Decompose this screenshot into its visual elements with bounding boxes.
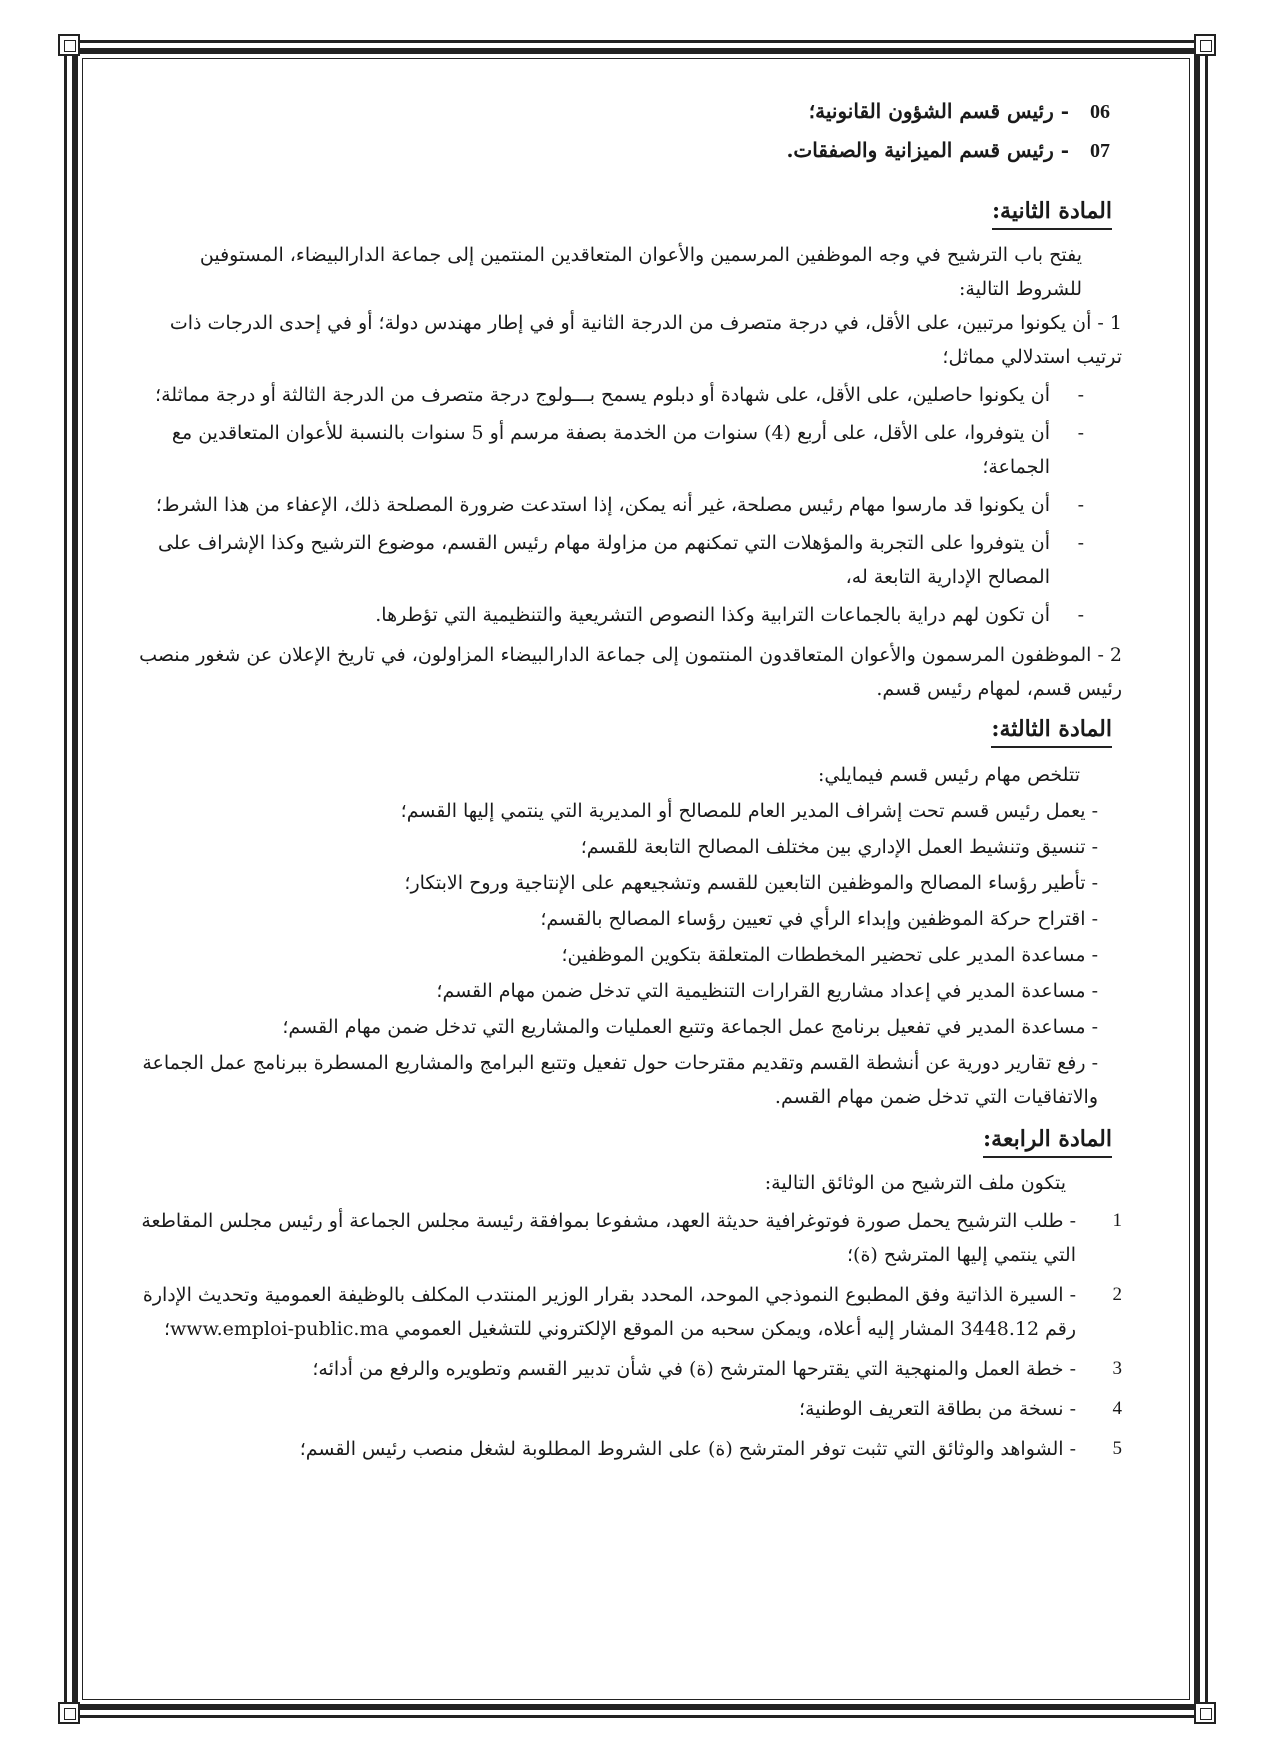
list-item <box>132 92 1110 131</box>
list-item: - اقتراح حركة الموظفين وإبداء الرأي في تعيين رؤساء المصالح بالقسم؛ <box>540 908 1098 930</box>
item-number: 2 <box>1112 1284 1122 1305</box>
list-item <box>132 1204 1122 1272</box>
list-item: - أن يتوفروا، على الأقل، على أربع (4) سنوات من الخدمة بصفة مرسم أو 5 سنوات بالنسبة للأعوان المتعاقدين مع الجماعة؛ <box>132 416 1084 484</box>
item-text: - نسخة من بطاقة التعريف الوطنية؛ <box>799 1398 1076 1420</box>
condition-1: 1 - أن يكونوا مرتبين، على الأقل، في درجة متصرف من الدرجة الثانية أو في إطار مهندس دولة؛ أو في إحدى الدرجات ذات ترتيب استدلالي مماثل؛ <box>169 312 1122 368</box>
document-body <box>132 92 1122 1472</box>
article-3-heading: المادة الثالثة: <box>991 712 1112 748</box>
list-item <box>132 1432 1122 1466</box>
item-text: - رئيس قسم الشؤون القانونية؛ <box>808 99 1070 123</box>
item-text: - خطة العمل والمنهجية التي يقترحها المترشح (ة) في شأن تدبير القسم وتطويره والرفع من أدائه؛ <box>312 1358 1076 1380</box>
list-item <box>132 1278 1122 1346</box>
list-item <box>132 131 1110 170</box>
article-4-list <box>132 1204 1122 1466</box>
item-text: - رئيس قسم الميزانية والصفقات. <box>786 138 1070 162</box>
list-item: - أن يتوفروا على التجربة والمؤهلات التي تمكنهم من مزاولة مهام رئيس القسم، موضوع الترشيح وكذا الإشراف على المصالح الإدارية التابعة له، <box>132 526 1084 594</box>
item-number: 3 <box>1112 1358 1122 1379</box>
article-2-heading: المادة الثانية: <box>992 194 1112 230</box>
frame-corner-ornament <box>1194 1702 1216 1724</box>
list-item: - أن يكونوا حاصلين، على الأقل، على شهادة أو دبلوم يسمح بـــولوج درجة متصرف من الدرجة الثالثة أو درجة مماثلة؛ <box>132 378 1084 412</box>
article-2-intro: يفتح باب الترشيح في وجه الموظفين المرسمين والأعوان المتعاقدين المنتمين إلى جماعة الدارالبيضاء، المستوفين للشروط التالية: <box>199 244 1082 300</box>
item-number: 06 <box>1090 101 1110 123</box>
article-4-intro: يتكون ملف الترشيح من الوثائق التالية: <box>764 1172 1066 1194</box>
frame-corner-ornament <box>58 34 80 56</box>
list-item: - مساعدة المدير في إعداد مشاريع القرارات التنظيمية التي تدخل ضمن مهام القسم؛ <box>436 980 1098 1002</box>
list-item <box>132 1352 1122 1386</box>
article-3-intro: تتلخص مهام رئيس قسم فيمايلي: <box>817 764 1080 786</box>
frame-corner-ornament <box>1194 34 1216 56</box>
condition-2: 2 - الموظفون المرسمون والأعوان المتعاقدون المنتمون إلى جماعة الدارالبيضاء المزاولون، في تاريخ الإعلان عن شغور منصب رئيس قسم، لمهام رئيس قسم. <box>139 644 1122 700</box>
condition-1-bullets <box>132 378 1122 632</box>
item-text: - الشواهد والوثائق التي تثبت توفر المترشح (ة) على الشروط المطلوبة لشغل منصب رئيس القسم؛ <box>299 1438 1076 1460</box>
list-item: - أن تكون لهم دراية بالجماعات الترابية وكذا النصوص التشريعية والتنظيمية التي تؤطرها. <box>132 598 1084 632</box>
article-3-list <box>132 758 1122 1114</box>
item-text: - السيرة الذاتية وفق المطبوع النموذجي الموحد، المحدد بقرار الوزير المنتدب المكلف بالوظيفة العمومية وتحديث الإدارة رقم 3448.12 المشار إليه أعلاه، ويمكن سحبه من الموقع الإلكتروني للتشغيل العمومي www.emploi-public.ma؛ <box>142 1284 1076 1340</box>
list-item: - يعمل رئيس قسم تحت إشراف المدير العام للمصالح أو المديرية التي ينتمي إليها القسم؛ <box>400 800 1098 822</box>
list-item: - مساعدة المدير على تحضير المخططات المتعلقة بتكوين الموظفين؛ <box>561 944 1098 966</box>
list-item: - مساعدة المدير في تفعيل برنامج عمل الجماعة وتتبع العمليات والمشاريع التي تدخل ضمن مهام القسم؛ <box>282 1016 1098 1038</box>
list-item <box>132 1392 1122 1426</box>
article-4-heading: المادة الرابعة: <box>983 1122 1112 1158</box>
item-text: - طلب الترشيح يحمل صورة فوتوغرافية حديثة العهد، مشفوعا بموافقة رئيسة مجلس الجماعة أو رئيس مجلس المقاطعة التي ينتمي إليها المترشح (ة)؛ <box>141 1210 1076 1266</box>
list-item: - أن يكونوا قد مارسوا مهام رئيس مصلحة، غير أنه يمكن، إذا استدعت ضرورة المصلحة ذلك، الإعفاء من هذا الشرط؛ <box>132 488 1084 522</box>
item-number: 1 <box>1112 1210 1122 1231</box>
item-number: 5 <box>1112 1438 1122 1459</box>
item-number: 07 <box>1090 140 1110 162</box>
list-item: - رفع تقارير دورية عن أنشطة القسم وتقديم مقترحات حول تفعيل وتتبع البرامج والمشاريع المسطرة ببرنامج عمل الجماعة والاتفاقيات التي تدخل ضمن مهام القسم. <box>142 1052 1098 1108</box>
list-item: - تنسيق وتنشيط العمل الإداري بين مختلف المصالح التابعة للقسم؛ <box>580 836 1098 858</box>
item-number: 4 <box>1112 1398 1122 1419</box>
frame-corner-ornament <box>58 1702 80 1724</box>
list-item: - تأطير رؤساء المصالح والموظفين التابعين للقسم وتشجيعهم على الإنتاجية وروح الابتكار؛ <box>404 872 1098 894</box>
